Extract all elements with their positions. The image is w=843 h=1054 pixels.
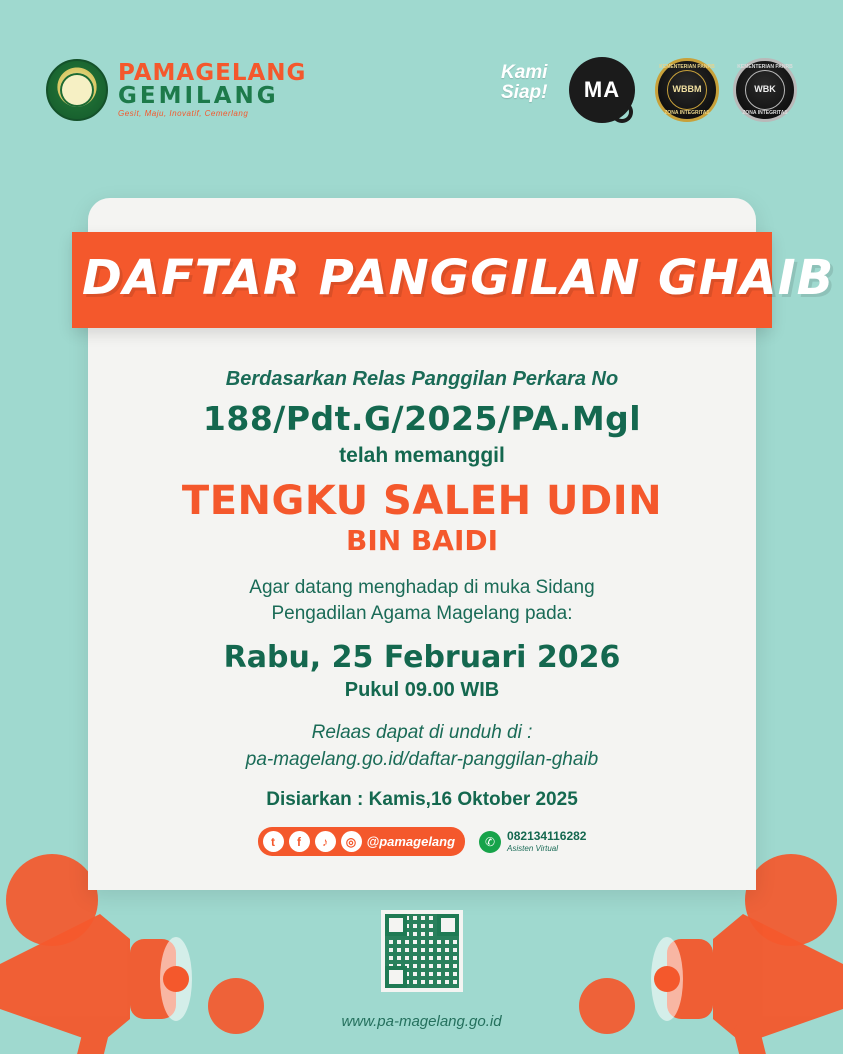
download-info <box>128 720 716 773</box>
hearing-date: Rabu, 25 Februari 2026 <box>223 640 621 676</box>
kami-siap-logo <box>501 55 641 125</box>
download-label: Relaas dapat di unduh di : <box>311 722 533 744</box>
wordmark-line-2: GEMILANG <box>118 83 279 109</box>
decorative-circle <box>745 854 837 946</box>
wordmark-line-1: PAMAGELANG <box>118 60 307 86</box>
facebook-icon[interactable]: f <box>289 831 310 852</box>
social-handle-pill[interactable] <box>258 827 466 856</box>
court-seal-icon <box>46 59 108 121</box>
wbk-badge-bottom: ZONA INTEGRITAS <box>742 110 788 116</box>
hearing-time: Pukul 09.00 WIB <box>344 679 500 702</box>
qr-code[interactable] <box>381 910 463 992</box>
social-handle: @pamagelang <box>366 834 456 850</box>
wbbm-badge-top: KEMENTERIAN PANRB <box>659 63 715 70</box>
social-row <box>128 827 716 856</box>
announcement-body <box>88 368 756 856</box>
subtitle-text: Berdasarkan Relas Panggilan Perkara No <box>225 368 619 390</box>
announcement-card <box>82 198 835 890</box>
ma-badge-text: MA <box>583 77 621 102</box>
called-label: telah memanggil <box>339 444 505 467</box>
download-url[interactable]: pa-magelang.go.id/daftar-panggilan-ghaib <box>245 748 599 770</box>
pa-magelang-logo <box>46 59 306 121</box>
whatsapp-contact[interactable] <box>479 830 586 853</box>
magnifier-handle-icon <box>611 101 633 123</box>
wbbm-badge-icon <box>655 58 719 122</box>
kami-siap-line-2: Siap! <box>501 81 548 103</box>
header-badges <box>501 55 797 125</box>
tiktok-icon[interactable]: ♪ <box>315 831 336 852</box>
person-bin: BIN BAIDI <box>345 524 499 557</box>
footer-url[interactable]: www.pa-magelang.go.id <box>341 1013 502 1030</box>
whatsapp-label: Asisten Virtual <box>507 844 559 854</box>
twitter-icon[interactable]: t <box>263 831 284 852</box>
whatsapp-icon[interactable]: ✆ <box>479 831 501 853</box>
header-logos <box>0 40 843 140</box>
instagram-icon[interactable]: ◎ <box>341 831 362 852</box>
wbk-badge-icon <box>733 58 797 122</box>
issued-date: Disiarkan : Kamis,16 Oktober 2025 <box>266 789 578 811</box>
whatsapp-number: 082134116282 <box>507 829 587 844</box>
wbbm-badge-bottom: ZONA INTEGRITAS <box>664 110 710 116</box>
page-title: DAFTAR PANGGILAN GHAIB <box>82 250 835 306</box>
wbk-badge-top: KEMENTERIAN PANRB <box>737 63 793 70</box>
whatsapp-text <box>507 830 586 853</box>
body-paragraph <box>128 575 716 626</box>
qr-finder-top-left <box>385 914 407 936</box>
wbbm-badge-center: WBBM <box>667 70 707 110</box>
title-banner <box>72 232 835 328</box>
person-name: TENGKU SALEH UDIN <box>181 478 663 524</box>
pa-magelang-wordmark <box>118 62 306 118</box>
decorative-circle <box>6 854 98 946</box>
wbk-badge-center: WBK <box>745 70 785 110</box>
body-line-2: Pengadilan Agama Magelang pada: <box>271 602 573 624</box>
body-line-1: Agar datang menghadap di muka Sidang <box>249 577 595 598</box>
wordmark-tagline: Gesit, Maju, Inovatif, Cemerlang <box>118 109 249 118</box>
qr-finder-top-right <box>437 914 459 936</box>
kami-siap-text <box>501 63 547 103</box>
kami-siap-line-1: Kami <box>501 62 548 83</box>
case-number: 188/Pdt.G/2025/PA.Mgl <box>202 399 642 438</box>
qr-finder-bottom-left <box>385 966 407 988</box>
